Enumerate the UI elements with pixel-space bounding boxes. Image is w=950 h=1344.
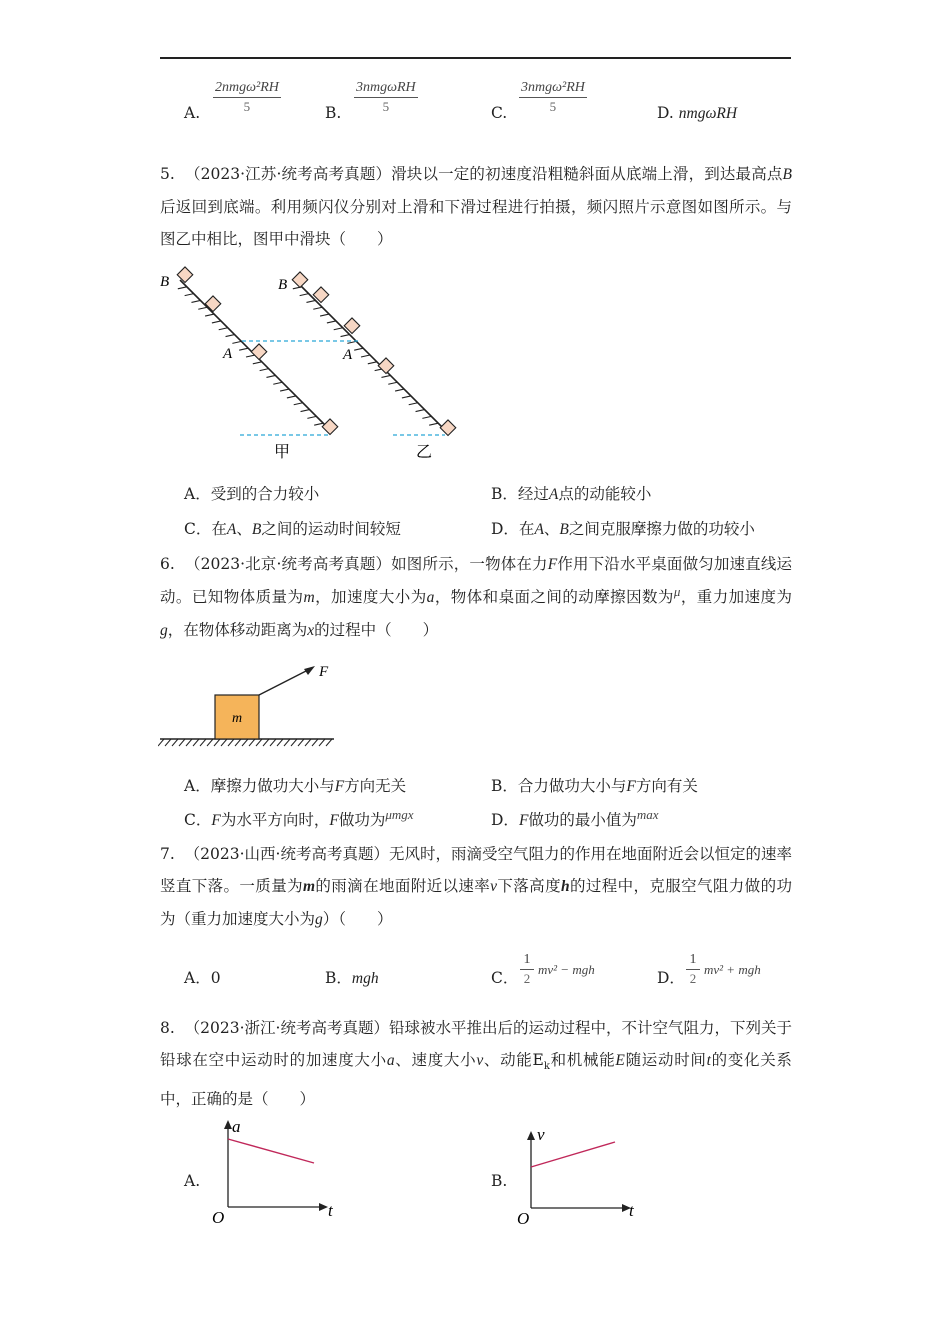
hatch-mark [242, 739, 248, 746]
hatch-mark [422, 416, 431, 418]
hatch-mark [314, 423, 323, 425]
hatch-mark [306, 300, 315, 302]
q6-option-b[interactable]: B．合力做功大小与F方向有关 [491, 777, 698, 795]
hatch-mark [205, 314, 214, 316]
hatch-mark [263, 739, 269, 746]
q6-stem: 6. （2023·北京·统考高考真题）如图所示，一物体在力F作用下沿水平桌面做匀加速直线运动。已知物体质量为m，加速度大小为a，物体和桌面之间的动摩擦因数为$^\mu$，重力加速度为g，在物体移动距离为x的过程中（ ） [160, 555, 792, 639]
hatch-mark [207, 739, 213, 746]
q4-option-a-label[interactable]: A. [184, 104, 201, 122]
incline-right-hatching [293, 287, 438, 425]
q7-option-b[interactable]: B．mgh [325, 969, 379, 987]
label-m: m [232, 711, 243, 726]
slider-block [205, 296, 221, 312]
q4-option-d[interactable]: D. nmgωRH [657, 104, 738, 122]
hatch-mark [298, 739, 304, 746]
hatch-mark [313, 307, 322, 309]
q5-option-c[interactable]: C．在A、B之间的运动时间较短 [184, 520, 401, 538]
incline-left-hatching [178, 287, 323, 425]
slider-block [440, 420, 456, 436]
hatch-mark [326, 739, 332, 746]
q7-option-c-half: 1 2 [520, 952, 534, 987]
slider-block [378, 358, 394, 374]
q8-option-a-label[interactable]: A. [184, 1172, 201, 1190]
hatch-mark [165, 739, 171, 746]
graph-line [228, 1139, 314, 1163]
y-axis-label: a [232, 1117, 241, 1136]
slider-block [322, 419, 338, 435]
slider-block [251, 344, 267, 360]
hatch-mark [429, 423, 438, 425]
table-hatching [158, 739, 332, 746]
hatch-mark [249, 739, 255, 746]
hatch-mark [368, 362, 377, 364]
hatch-mark [307, 416, 316, 418]
q4-option-c-fraction: 3nmgω²RH 5 [521, 80, 585, 114]
hatch-mark [193, 739, 199, 746]
hatch-mark [246, 355, 255, 357]
hatch-mark [198, 307, 207, 309]
label-a-right: A [343, 347, 353, 363]
hatch-mark [253, 362, 262, 364]
hatch-mark [300, 294, 309, 296]
label-b-left: B [160, 274, 170, 290]
caption-jia: 甲 [274, 444, 291, 461]
q7-option-c-expr: mv² − mgh [538, 962, 595, 977]
q5-option-a[interactable]: A．受到的合力较小 [184, 485, 320, 503]
y-arrowhead [224, 1120, 232, 1129]
hatch-mark [186, 739, 192, 746]
hatch-mark [172, 739, 178, 746]
force-arrow [259, 670, 308, 695]
hatch-mark [191, 300, 200, 302]
hatch-mark [235, 739, 241, 746]
hatch-mark [214, 739, 220, 746]
q6-option-a[interactable]: A．摩擦力做功大小与F方向无关 [184, 777, 407, 795]
hatch-mark [312, 739, 318, 746]
hatch-mark [284, 739, 290, 746]
hatch-mark [158, 739, 164, 746]
q5-option-b[interactable]: B．经过A点的动能较小 [491, 485, 652, 503]
origin-label: O [517, 1209, 530, 1228]
hatch-mark [327, 321, 336, 323]
hatch-mark [388, 382, 397, 384]
top-rule [160, 57, 791, 59]
q7-option-d-half: 1 2 [686, 952, 700, 987]
hatch-mark [178, 287, 187, 289]
hatch-mark [341, 335, 350, 337]
hatch-mark [185, 294, 194, 296]
q7-stem: 7. （2023·山西·统考高考真题）无风时，雨滴受空气阻力的作用在地面附近会以恒定的速率竖直下落。一质量为m的雨滴在地面附近以速率v下落高度h的过程中，克服空气阻力做的功为（重力加速度大小为g）（ ） [160, 845, 792, 928]
y-arrowhead [527, 1131, 535, 1140]
hatch-mark [226, 335, 235, 337]
q6-option-d[interactable]: D．F做功的最小值为$^{max}$ [491, 807, 659, 829]
hatch-mark [334, 328, 343, 330]
hatch-mark [260, 369, 269, 371]
x-axis-label: t [629, 1201, 634, 1220]
label-b-right: B [278, 277, 288, 293]
hatch-mark [270, 739, 276, 746]
hatch-mark [361, 355, 370, 357]
hatch-mark [212, 321, 221, 323]
hatch-mark [219, 328, 228, 330]
hatch-mark [291, 739, 297, 746]
hatch-mark [266, 375, 275, 377]
hatch-mark [294, 403, 303, 405]
hatch-mark [301, 410, 310, 412]
q8-graph-a [205, 1112, 345, 1232]
q4-option-b-fraction: 3nmgωRH 5 [356, 80, 416, 114]
q8-graph-b [508, 1118, 648, 1233]
slider-block [177, 267, 193, 283]
hatch-mark [416, 410, 425, 412]
hatch-mark [402, 396, 411, 398]
q4-option-b-label[interactable]: B. [325, 104, 342, 122]
slider-block [292, 272, 308, 288]
hatch-mark [280, 389, 289, 391]
hatch-mark [320, 314, 329, 316]
q4-option-c-label[interactable]: C. [491, 104, 508, 122]
caption-yi: 乙 [416, 444, 433, 461]
hatch-mark [409, 403, 418, 405]
y-axis-label: v [537, 1125, 545, 1144]
hatch-mark [381, 375, 390, 377]
hatch-mark [256, 739, 262, 746]
graph-line [531, 1142, 615, 1167]
hatch-mark [305, 739, 311, 746]
force-arrowhead [304, 666, 315, 675]
q7-option-a[interactable]: A．0 [184, 969, 221, 987]
hatch-mark [232, 341, 241, 343]
hatch-mark [277, 739, 283, 746]
x-arrowhead [319, 1203, 328, 1211]
q6-option-c[interactable]: C．F为水平方向时，F做功为$^{\mu mgx}$ [184, 807, 414, 829]
origin-label: O [212, 1208, 225, 1227]
q8-stem: 8. （2023·浙江·统考高考真题）铅球被水平推出后的运动过程中，不计空气阻力，下列关于铅球在空中运动时的加速度大小a、速度大小v、动能$E_k$和机械能E随运动时间t的变化关系中，正确的是（ ） [160, 1019, 792, 1109]
q8-option-b-label[interactable]: B. [491, 1172, 508, 1190]
q7-option-d-expr: mv² + mgh [704, 962, 761, 977]
hatch-mark [319, 739, 325, 746]
label-a-left: A [223, 346, 233, 362]
hatch-mark [395, 389, 404, 391]
hatch-mark [200, 739, 206, 746]
q7-option-d-label[interactable]: D． [657, 969, 685, 987]
hatch-mark [354, 348, 363, 350]
q5-option-d[interactable]: D．在A、B之间克服摩擦力做的功较小 [491, 520, 755, 538]
x-axis-label: t [328, 1201, 333, 1220]
q6-figure [158, 660, 338, 750]
q5-stem: 5. （2023·江苏·统考高考真题）滑块以一定的初速度沿粗糙斜面从底端上滑，到达最高点B后返回到底端。利用频闪仪分别对上滑和下滑过程进行拍摄，频闪照片示意图如图所示。与图乙中相比，图甲中滑块（ ） [160, 165, 792, 248]
q4-option-a-fraction: 2nmgω²RH 5 [215, 80, 279, 114]
hatch-mark [287, 396, 296, 398]
q7-option-c-label[interactable]: C． [491, 969, 519, 987]
q5-figure [155, 265, 475, 465]
hatch-mark [228, 739, 234, 746]
hatch-mark [347, 341, 356, 343]
hatch-mark [239, 348, 248, 350]
label-f: F [319, 664, 329, 680]
hatch-mark [273, 382, 282, 384]
hatch-mark [221, 739, 227, 746]
hatch-mark [179, 739, 185, 746]
